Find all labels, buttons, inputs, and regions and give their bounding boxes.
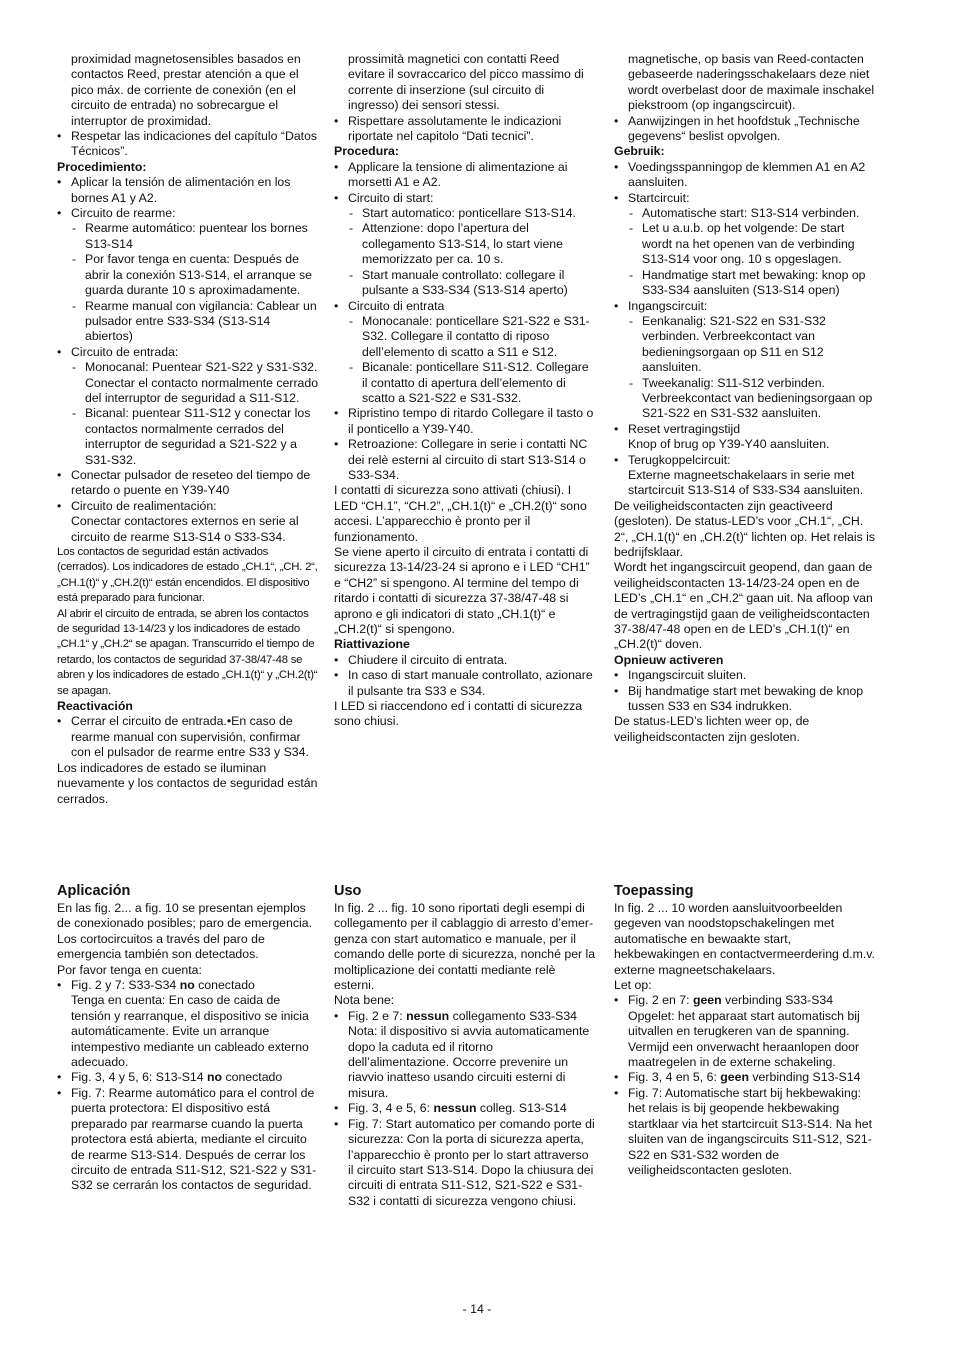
text-run: verbinding S33-S34 — [721, 993, 834, 1008]
section-title: Uso — [334, 883, 362, 899]
italian-usage-section — [334, 882, 596, 1209]
bullet-list — [334, 1009, 596, 1209]
bullet-item: • Conectar pulsador de reseteo del tiempo de retardo o puente en Y39-Y40 — [57, 468, 319, 499]
dash-item: - Por favor tenga en cuenta: Después de abrir la conexión S13-S14, el arranque se guarda durante 10 s aproximadamente. — [57, 252, 319, 298]
text-run: geen — [720, 1070, 749, 1085]
paragraph: Se viene aperto il circuito di entrata i contatti di sicurezza 13-14/23-24 si aprono e i LED “CH1” e “CH2” si spengono. Al termine del tempo di ritardo i contatti di sicurezza 37-38/47-48 si aprono e gli indicatori di stato „CH.1(t)“ e „CH.2(t)“ si spengono. — [334, 545, 590, 637]
continuation-text: proximidad magnetosensibles basados en contactos Reed, prestar atención a que el pico máx. de corriente de conexión (en el circuito de entrada) no sobrecargue el interruptor de proximidad. — [71, 52, 301, 128]
bullet-item: • In caso di start manuale controllato, azionare il pulsante tra S33 e S34. — [334, 668, 596, 699]
bullet-item: • Aanwijzingen in het hoofdstuk „Technische gegevens“ beslist opvolgen. — [614, 114, 876, 145]
bullet-item: • Ripristino tempo di ritardo Collegare il tasto o il ponticello a Y39-Y40. — [334, 406, 596, 437]
dash-item: - Let u a.u.b. op het volgende: De start wordt na het openen van de verbinding S13-S14 voor ong. 10 s opgeslagen. — [614, 221, 876, 267]
bullet-item: • Cerrar el circuito de entrada.•En caso de rearme manual con supervisión, confirmar con el pulsador de rearme entre S33 y S34. — [57, 714, 319, 760]
spanish-application-section — [57, 882, 319, 1194]
paragraph: Por favor tenga en cuenta: — [57, 962, 202, 977]
paragraph: In fig. 2 ... 10 worden aansluitvoorbeelden gegeven van noodstopschakelingen met automatische en bewaakte start, hekbewakingen en contactvermeerdering d.m.v. externe magneetschakelaars. — [614, 901, 875, 977]
bullet-list — [334, 160, 596, 484]
bullet-item: • Fig. 7: Rearme automático para el control de puerta protectora: El dispositivo está preparado par rearmarse cuando la puerta protectora está abierta, mediante el circuito de rearme S13-S14. Después de cerrar los circuito de entrada S11-S12, S21-S22 y S31-S32 se cerrarán los contactos de seguridad. — [57, 1086, 319, 1194]
continuation-text: Externe magneetschakelaars in serie met startcircuit S13-S14 of S33-S34 aansluiten. — [628, 467, 864, 498]
bullet-item: • Chiudere il circuito di entrata. — [334, 653, 596, 668]
subheading: Procedimiento: — [57, 159, 147, 174]
continuation-text: Opgelet: het apparaat start automatisch bij uitvallen en terugkeren van de spanning. Vermijd een onverwacht heraanlopen door maatregelen in de externe schakeling. — [628, 1008, 860, 1070]
bullet-item: • Aplicar la tensión de alimentación en los bornes A1 y A2. — [57, 175, 319, 206]
continuation-text: Conectar contactores externos en serie al circuito de rearme S13-S14 o S33-S34. — [71, 514, 299, 544]
subheading: Gebruik: — [614, 144, 665, 159]
bullet-item: • Fig. 7: Automatische start bij hekbewaking: het relais is bij geopende hekbewaking startklaar via het startcircuit S13-S14. Na het sluiten van de ingangscircuits S11-S12, S21-S22 en S31-S32 worden de veiligheidscontacten gesloten. — [614, 1086, 876, 1178]
bullet-list — [57, 52, 319, 160]
continuation-text: prossimità magnetici con contatti Reed evitare il sovraccarico del picco massimo di corrente di inserzione (sul circuito di ingresso) dei sensori stessi. — [348, 52, 584, 113]
text-run: conectado — [194, 978, 255, 993]
subheading: Procedura: — [334, 144, 399, 159]
paragraph: Al abrir el circuito de entrada, se abren los contactos de seguridad 13-14/23 y los indicadores de estado „CH.1“ y „CH.2“ se apagan. Transcurrido el tiempo de retardo, los contactos de seguridad 37-38/47-48 se abren y los indicadores de estado „CH.1(t)“ y „CH.2(t)“ se apagan. — [57, 607, 318, 697]
dash-item: - Handmatige start met bewaking: knop op S33-S34 aansluiten (S13-S14 open) — [614, 268, 876, 299]
bullet-item: • Ingangscircuit: — [614, 299, 876, 314]
text-run: Fig. 3, 4 y 5, 6: S13-S14 — [71, 1070, 208, 1085]
bullet-item — [614, 1070, 876, 1085]
continuation-text: magnetische, op basis van Reed-contacten gebaseerde naderingsschakelaars deze niet wordt overbelast door de maximale inschakel piekstroom (op ingangscircuit). — [628, 52, 875, 113]
bullet-item — [334, 1101, 596, 1116]
dash-item: - Rearme automático: puentear los bornes S13-S14 — [57, 221, 319, 252]
paragraph: I LED si riaccendono ed i contatti di sicurezza sono chiusi. — [334, 699, 583, 729]
bullet-item: • Startcircuit: — [614, 191, 876, 206]
continuation-text: Knop of brug op Y39-Y40 aansluiten. — [628, 437, 830, 452]
subheading: Opnieuw activeren — [614, 652, 724, 667]
bullet-item: • Reset vertragingstijd — [614, 422, 876, 437]
bullet-item: • Voedingsspanningop de klemmen A1 en A2 aansluiten. — [614, 160, 876, 191]
paragraph: En las fig. 2... a fig. 10 se presentan ejemplos de conexionado posibles; paro de emergencia. Los cortocircuitos a través del paro de emergencia también son detectados. — [57, 901, 312, 962]
bullet-list — [614, 52, 876, 144]
bullet-item: • Rispettare assolutamente le indicazioni riportate nel capitolo “Dati tecnici”. — [334, 114, 596, 145]
bullet-list — [57, 978, 319, 1194]
bullet-list — [334, 653, 596, 699]
text-run: Fig. 2 e 7: — [348, 1008, 407, 1023]
text-run: no — [179, 978, 195, 993]
bullet-item: • Applicare la tensione di alimentazione ai morsetti A1 e A2. — [334, 160, 596, 191]
text-run: verbinding S13-S14 — [748, 1070, 861, 1085]
paragraph: In fig. 2 ... fig. 10 sono riportati degli esempi di collegamento per il cablaggio di arresto d’emer-genza con start automatico e manuale, per il comando delle porte di sicurezza, nonché per la moltiplicazione dei contatti mediante relè esterni. — [334, 901, 596, 993]
bullet-item: • Fig. 7: Start automatico per comando porte di sicurezza: Con la porta di sicurezza aperta, l’apparecchio è pronto per lo start attraverso il circuito start S13-S14. Dopo la chiusura dei circuiti di entrata S11-S12, S21-S22 e S31-S32 i contatti di sicurezza vengono chiusi. — [334, 1117, 596, 1209]
text-run: Fig. 3, 4 e 5, 6: — [348, 1101, 434, 1116]
dash-item: - Tweekanalig: S11-S12 verbinden. Verbreekcontact van bedieningsorgaan op S21-S22 en S31-S32 aansluiten. — [614, 376, 876, 422]
bullet-item: • Circuito de entrada: — [57, 345, 319, 360]
bullet-item: • Circuito di entrata — [334, 299, 596, 314]
text-run: collegamento S33-S34 — [449, 1008, 578, 1023]
bullet-item — [334, 1009, 596, 1024]
bullet-item: • Circuito de rearme: — [57, 206, 319, 221]
dash-item: - Start automatico: ponticellare S13-S14. — [334, 206, 596, 221]
text-run: Fig. 2 en 7: — [628, 993, 693, 1008]
paragraph: De status-LED’s lichten weer op, de veiligheidscontacten zijn gesloten. — [614, 714, 810, 744]
bullet-list — [614, 160, 876, 499]
text-run: Fig. 2 y 7: S33-S34 — [71, 978, 180, 993]
paragraph: Let op: — [614, 978, 652, 993]
section-title: Aplicación — [57, 883, 131, 899]
text-run: no — [207, 1070, 223, 1085]
dutch-application-section — [614, 882, 876, 1178]
dash-item: - Attenzione: dopo l’apertura del collegamento S13-S14, lo start viene memorizzato per ca. 10 s. — [334, 221, 596, 267]
text-run: conectado — [222, 1070, 283, 1085]
bullet-item — [57, 1070, 319, 1085]
bullet-list — [614, 668, 876, 714]
spanish-column-top — [57, 52, 319, 807]
text-run: nessun — [406, 1008, 450, 1023]
bullet-item — [57, 978, 319, 993]
continuation-text: Nota: il dispositivo si avvia automaticamente dopo la caduta ed il ritorno dell’alimentazione. Occorre prevenire un riavvio inatteso usando circuiti esterni di misura. — [348, 1024, 590, 1100]
italian-column-top — [334, 52, 596, 730]
dash-item: - Monocanal: Puentear S21-S22 y S31-S32. Conectar el contacto normalmente cerrado del interruptor de seguridad a S11-S12. — [57, 360, 319, 406]
dash-item: - Automatische start: S13-S14 verbinden. — [614, 206, 876, 221]
bullet-item: • Circuito di start: — [334, 191, 596, 206]
bullet-item: • Retroazione: Collegare in serie i contatti NC dei relè esterni al circuito di start S13-S14 o S33-S34. — [334, 437, 596, 483]
text-run: Fig. 3, 4 en 5, 6: — [628, 1070, 721, 1085]
dash-item: - Rearme manual con vigilancia: Cablear un pulsador entre S33-S34 (S13-S14 abiertos) — [57, 299, 319, 345]
paragraph: Los indicadores de estado se iluminan nuevamente y los contactos de seguridad están cerrados. — [57, 760, 318, 806]
text-run: geen — [692, 993, 722, 1008]
dutch-column-top — [614, 52, 876, 745]
bullet-list — [334, 52, 596, 144]
bullet-item — [614, 993, 876, 1008]
subheading: Reactivación — [57, 699, 133, 714]
bullet-list — [614, 993, 876, 1178]
continuation-text: Tenga en cuenta: En caso de caida de tensión y rearranque, el dispositivo se inicia automáticamente. Evite un arranque intempestivo mediante un cableado externo adecuado. — [71, 993, 309, 1070]
paragraph: De veiligheidscontacten zijn geactiveerd (gesloten). De status-LED’s voor „CH.1“, „CH. 2“, „CH.1(t)“ en „CH.2(t)“ lichten op. Het relais is bedrijfsklaar. — [614, 498, 876, 559]
dash-item: - Start manuale controllato: collegare il pulsante a S33-S34 (S13-S14 aperto) — [334, 268, 596, 299]
bullet-item: • Terugkoppelcircuit: — [614, 453, 876, 468]
bullet-item: • Circuito de realimentación: — [57, 499, 319, 514]
paragraph: Nota bene: — [334, 993, 395, 1008]
paragraph: Los contactos de seguridad están activados (cerrados). Los indicadores de estado „CH.1“, „CH. 2“, „CH.1(t)“ y „CH.2(t)“ están encendidos. El dispositivo está preparado para funcionar. — [57, 546, 318, 605]
bullet-item: • Ingangscircuit sluiten. — [614, 668, 876, 683]
paragraph: I contatti di sicurezza sono attivati (chiusi). I LED “CH.1”, “CH.2”, „CH.1(t)“ e „CH.2(t)“ sono accesi. L’apparecchio è pronto per il funzionamento. — [334, 483, 587, 544]
page-number: - 14 - — [462, 1302, 492, 1316]
bullet-list — [57, 175, 319, 545]
subheading: Riattivazione — [334, 637, 410, 652]
bullet-item: • Bij handmatige start met bewaking de knop tussen S33 en S34 indrukken. — [614, 684, 876, 715]
bullet-list — [57, 714, 319, 760]
dash-item: - Monocanale: ponticellare S21-S22 e S31-S32. Collegare il contatto di riposo dell’elemento di scatto a S11 e S12. — [334, 314, 596, 360]
bullet-item: • Respetar las indicaciones del capítulo “Datos Técnicos”. — [57, 129, 319, 160]
dash-item: - Bicanale: ponticellare S11-S12. Collegare il contatto di apertura dell’elemento di scatto a S21-S22 e S31-S32. — [334, 360, 596, 406]
section-title: Toepassing — [614, 883, 694, 899]
text-run: nessun — [433, 1101, 477, 1116]
text-run: colleg. S13-S14 — [476, 1101, 567, 1116]
dash-item: - Eenkanalig: S21-S22 en S31-S32 verbinden. Verbreekcontact van bedieningsorgaan op S11 en S12 aansluiten. — [614, 314, 876, 376]
dash-item: - Bicanal: puentear S11-S12 y conectar los contactos normalmente cerrados del interruptor de seguridad a S21-S22 y a S31-S32. — [57, 406, 319, 468]
paragraph: Wordt het ingangscircuit geopend, dan gaan de veiligheidscontacten 13-14/23-24 open en de LED’s „CH.1“ en „CH.2“ gaan uit. Na afloop van de vertragingstijd gaan de veiligheidscontacten 37-38/47-48 open en de LED’s „CH.1(t)“ en „CH.2(t)“ doven. — [614, 560, 873, 652]
